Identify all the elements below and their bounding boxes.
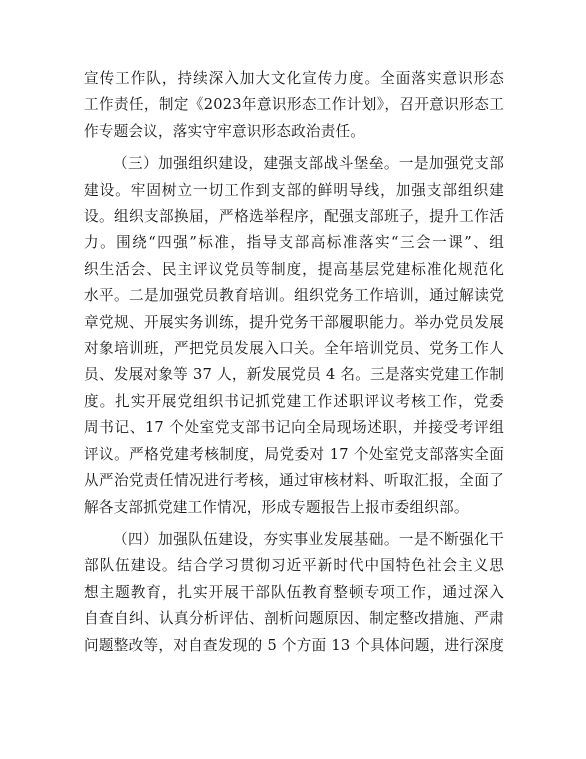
text-line: 度。扎实开展党组织书记抓党建工作述职评议考核工作，党委: [84, 392, 504, 410]
text-line: 想主题教育，扎实开展干部队伍教育整顿专项工作，通过深入: [84, 583, 504, 601]
text-line: （四）加强队伍建设，夯实事业发展基础。一是不断强化干: [113, 530, 504, 548]
text-line: 周书记、17 个处室党支部书记向全局现场述职，并接受考评组: [84, 419, 504, 437]
text-line: 自查自纠、认真分析评估、剖析问题原因、制定整改措施、严肃: [84, 610, 504, 628]
text-line: 部队伍建设。结合学习贯彻习近平新时代中国特色社会主义思: [84, 557, 504, 575]
text-line: 评议。严格党建考核制度，局党委对 17 个处室党支部落实全面: [84, 445, 504, 463]
text-line: （三）加强组织建设，建强支部战斗堡垒。一是加强党支部: [113, 155, 504, 173]
paragraph-propaganda-work: [84, 66, 504, 145]
text-line: 力。围绕“四强”标准，指导支部高标准落实“三会一课”、组: [84, 234, 504, 252]
paragraph-team-building: [84, 527, 504, 659]
text-line: 对象培训班，严把党员发展入口关。全年培训党员、党务工作人: [84, 340, 504, 358]
text-line: 工作责任，制定《2023年意识形态工作计划》，召开意识形态工: [84, 96, 504, 114]
text-line: 作专题会议，落实守牢意识形态政治责任。: [84, 122, 366, 140]
text-line: 设。组织支部换届，严格选举程序，配强支部班子，提升工作活: [84, 208, 504, 226]
text-line: 章党规、开展实务训练，提升党务干部履职能力。举办党员发展: [84, 313, 504, 331]
document-body: [84, 66, 504, 665]
text-line: 从严治党责任情况进行考核，通过审核材料、听取汇报，全面了: [84, 472, 504, 490]
text-line: 解各支部抓党建工作情况，形成专题报告上报市委组织部。: [84, 498, 469, 516]
text-line: 织生活会、民主评议党员等制度，提高基层党建标准化规范化: [84, 260, 504, 278]
text-line: 宣传工作队，持续深入加大文化宣传力度。全面落实意识形态: [84, 70, 504, 87]
text-line: 员、发展对象等 37 人，新发展党员 4 名。三是落实党建工作制: [84, 366, 504, 384]
paragraph-organization-building: [84, 151, 504, 521]
text-line: 问题整改等，对自查发现的 5 个方面 13 个具体问题，进行深度: [84, 636, 504, 654]
text-line: 建设。牢固树立一切工作到支部的鲜明导线，加强支部组织建: [84, 181, 504, 199]
text-line: 水平。二是加强党员教育培训。组织党务工作培训，通过解读党: [84, 287, 504, 305]
